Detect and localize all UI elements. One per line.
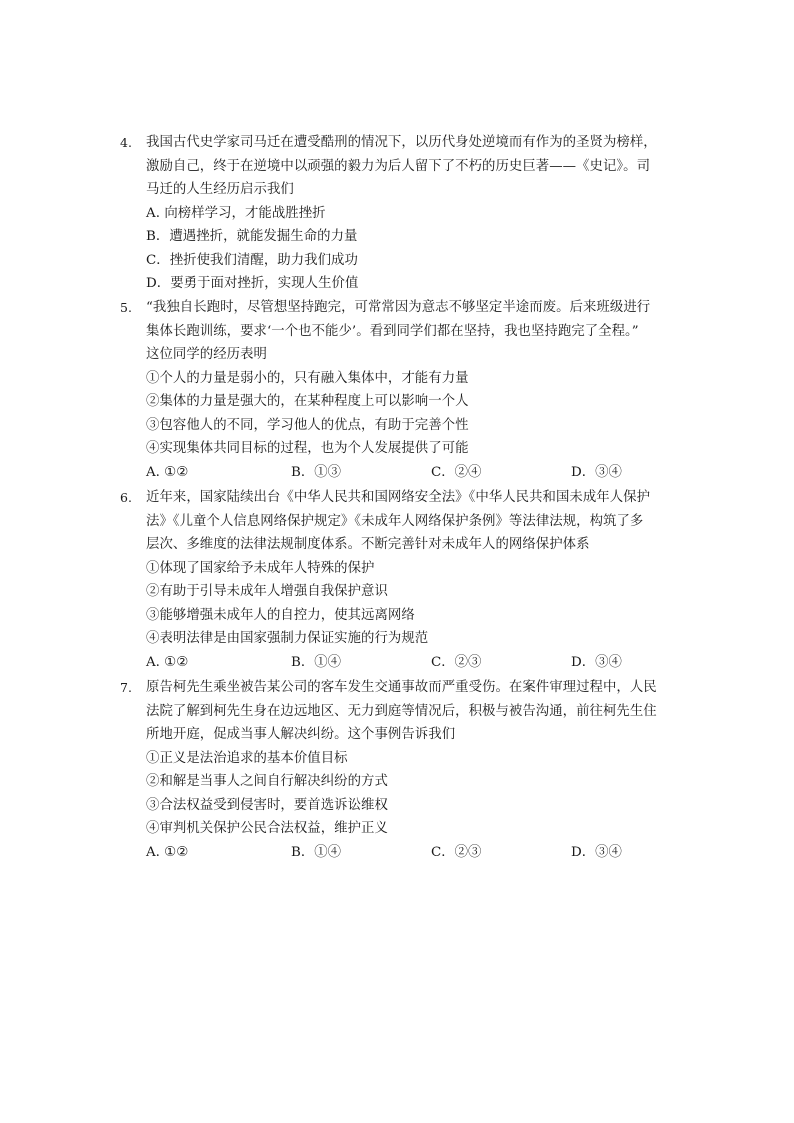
question-stem-line: 这位同学的经历表明	[146, 347, 267, 362]
option-a[interactable]: A. ①②	[146, 464, 189, 480]
statement-2: ②和解是当事人之间自行解决纠纷的方式	[146, 774, 388, 789]
option-b[interactable]: B．①④	[291, 654, 342, 670]
option-b[interactable]: B．遭遇挫折，就能发掘生命的力量	[146, 229, 358, 244]
statement-3: ③包容他人的不同，学习他人的优点，有助于完善个性	[146, 417, 469, 433]
statement-1: ①正义是法治追求的基本价值目标	[146, 750, 348, 766]
question-4	[120, 131, 680, 296]
statement-2: ②集体的力量是强大的，在某种程度上可以影响一个人	[146, 394, 469, 409]
question-stem-line: “我独自长跑时，尽管想坚持跑完，可常常因为意志不够坚定半途而废。后来班级进行	[146, 300, 651, 315]
question-stem-line: 近年来，国家陆续出台《中华人民共和国网络安全法》《中华人民共和国未成年人保护	[146, 490, 651, 505]
option-c[interactable]: C．②③	[431, 844, 482, 860]
question-stem-line: 法》《儿童个人信息网络保护规定》《未成年人网络保护条例》等法律法规，构筑了多	[146, 513, 644, 529]
option-a[interactable]: A. ①②	[146, 654, 189, 670]
question-body	[146, 486, 680, 674]
question-7	[120, 676, 680, 864]
options-row	[146, 841, 680, 865]
statement-3: ③能够增强未成年人的自控力，使其远离网络	[146, 607, 415, 623]
options-row	[146, 651, 680, 675]
option-a[interactable]: A. ①②	[146, 844, 189, 860]
question-stem-line: 原告柯先生乘坐被告某公司的客车发生交通事故而严重受伤。在案件审理过程中，人民	[146, 680, 657, 695]
question-number: 5.	[120, 300, 132, 315]
option-c[interactable]: C．挫折使我们清醒，助力我们成功	[146, 252, 358, 268]
statement-4: ④实现集体共同目标的过程，也为个人发展提供了可能	[146, 441, 469, 456]
statement-4: ④表明法律是由国家强制力保证实施的行为规范	[146, 631, 429, 646]
option-b[interactable]: B．①③	[291, 464, 342, 480]
option-a[interactable]: A. 向榜样学习，才能战胜挫折	[146, 205, 326, 221]
option-b[interactable]: B．①④	[291, 844, 342, 860]
question-number: 7.	[120, 680, 132, 695]
option-d[interactable]: D．③④	[571, 464, 622, 480]
question-stem-line: 层次、多维度的法律法规制度体系。不断完善针对未成年人的网络保护体系	[146, 537, 590, 552]
question-number: 4.	[120, 135, 132, 150]
question-stem-line: 激励自己，终于在逆境中以顽强的毅力为后人留下了不朽的历史巨著——《史记》。司	[146, 158, 651, 174]
question-stem-line: 法院了解到柯先生身在边远地区、无力到庭等情况后，积极与被告沟通，前往柯先生住	[146, 703, 657, 719]
question-stem-line: 集体长跑训练，要求‘一个也不能少’。看到同学们都在坚持，我也坚持跑完了全程。”	[146, 323, 639, 339]
option-c[interactable]: C．②④	[431, 464, 482, 480]
question-body	[146, 131, 680, 296]
statement-1: ①体现了国家给予未成年人特殊的保护	[146, 560, 375, 576]
question-body	[146, 296, 680, 484]
statement-1: ①个人的力量是弱小的，只有融入集体中，才能有力量	[146, 370, 469, 386]
options-row	[146, 461, 680, 485]
option-c[interactable]: C．②③	[431, 654, 482, 670]
question-body	[146, 676, 680, 864]
option-d[interactable]: D．③④	[571, 654, 622, 670]
question-number: 6.	[120, 490, 132, 505]
option-d[interactable]: D．要勇于面对挫折，实现人生价值	[146, 276, 359, 291]
question-stem-line: 我国古代史学家司马迁在遭受酷刑的情况下，以历代身处逆境而有作为的圣贤为榜样，	[146, 135, 657, 150]
option-d[interactable]: D．③④	[571, 844, 622, 860]
question-5	[120, 296, 680, 484]
question-stem-line: 所地开庭，促成当事人解决纠纷。这个事例告诉我们	[146, 727, 456, 742]
statement-3: ③合法权益受到侵害时，要首选诉讼维权	[146, 797, 388, 813]
statement-4: ④审判机关保护公民合法权益，维护正义	[146, 821, 388, 836]
question-stem-line: 马迁的人生经历启示我们	[146, 182, 294, 197]
question-6	[120, 486, 680, 674]
statement-2: ②有助于引导未成年人增强自我保护意识	[146, 584, 388, 599]
